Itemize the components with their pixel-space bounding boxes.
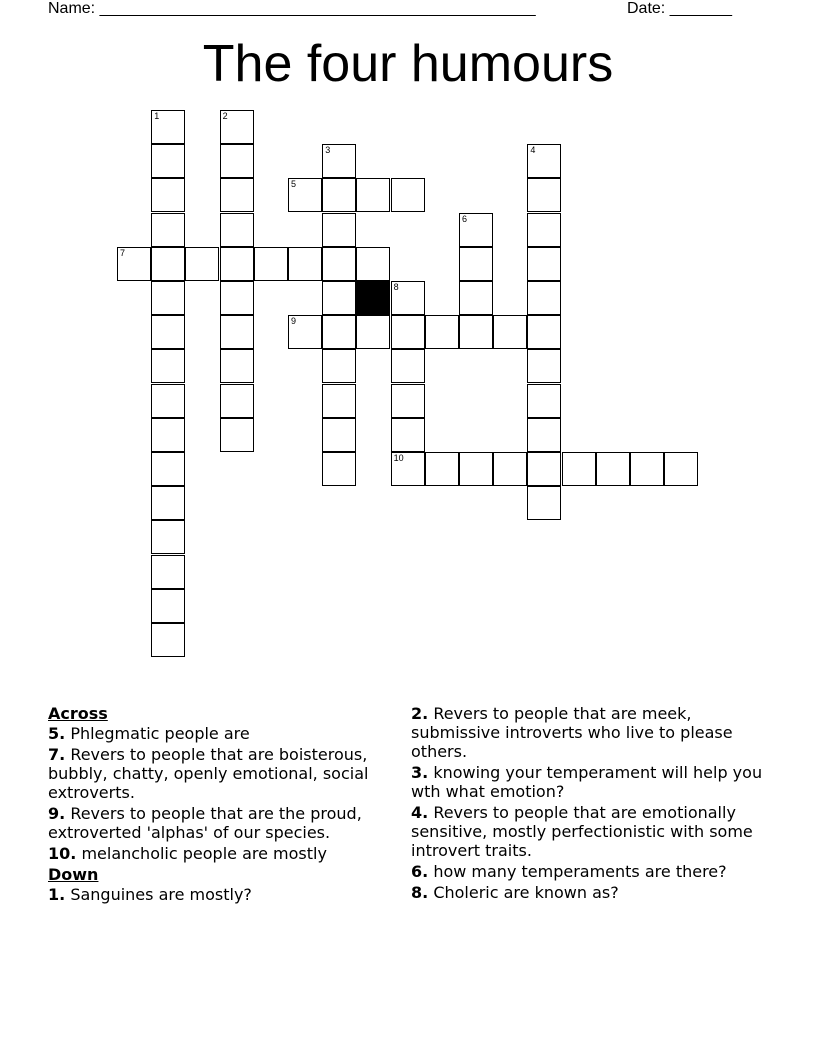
cell-number: 9 (291, 316, 297, 327)
grid-cell[interactable] (459, 315, 493, 349)
grid-cell[interactable] (151, 623, 185, 657)
grid-cell[interactable] (322, 144, 356, 178)
clue-number: 8. (411, 883, 429, 902)
page-title: The four humours (202, 35, 614, 93)
grid-cell[interactable] (117, 247, 151, 281)
grid-cell[interactable] (527, 349, 561, 383)
grid-cell[interactable] (459, 452, 493, 486)
grid-cell[interactable] (151, 315, 185, 349)
grid-cell[interactable] (151, 178, 185, 212)
grid-cell[interactable] (151, 589, 185, 623)
cell-number: 7 (120, 247, 126, 258)
grid-cell[interactable] (527, 418, 561, 452)
grid-cell[interactable] (356, 178, 390, 212)
clue-text: Revers to people that are the proud, extroverted 'alphas' of our species. (48, 804, 362, 842)
grid-cell[interactable] (288, 247, 322, 281)
clue-down-2 (411, 704, 781, 761)
grid-cell[interactable] (630, 452, 664, 486)
grid-cell[interactable] (185, 247, 219, 281)
grid-cell[interactable] (664, 452, 698, 486)
grid-cell[interactable] (151, 247, 185, 281)
clue-text: Phlegmatic people are (70, 724, 250, 743)
grid-cell[interactable] (391, 281, 425, 315)
grid-cell[interactable] (459, 281, 493, 315)
clue-across-7 (48, 745, 388, 802)
grid-cell[interactable] (288, 315, 322, 349)
grid-cell[interactable] (151, 349, 185, 383)
grid-cell[interactable] (151, 520, 185, 554)
clue-number: 9. (48, 804, 66, 823)
grid-cell[interactable] (391, 349, 425, 383)
clue-text: how many temperaments are there? (433, 862, 727, 881)
grid-cell[interactable] (391, 315, 425, 349)
grid-cell[interactable] (220, 349, 254, 383)
grid-cell[interactable] (322, 213, 356, 247)
grid-cell[interactable] (220, 247, 254, 281)
grid-cell[interactable] (356, 315, 390, 349)
grid-cell[interactable] (527, 281, 561, 315)
grid-cell[interactable] (151, 555, 185, 589)
grid-cell[interactable] (459, 213, 493, 247)
clue-down-4 (411, 803, 781, 860)
grid-cell[interactable] (527, 315, 561, 349)
grid-cell[interactable] (527, 384, 561, 418)
grid-cell[interactable] (322, 384, 356, 418)
grid-cell[interactable] (527, 486, 561, 520)
grid-cell[interactable] (322, 452, 356, 486)
clue-number: 10. (48, 844, 77, 863)
grid-cell[interactable] (391, 384, 425, 418)
grid-cell[interactable] (220, 418, 254, 452)
grid-cell[interactable] (527, 213, 561, 247)
down-heading: Down (48, 865, 99, 884)
grid-cell[interactable] (322, 315, 356, 349)
clue-across-10 (48, 844, 388, 863)
clue-number: 1. (48, 885, 66, 904)
grid-cell[interactable] (391, 178, 425, 212)
grid-cell[interactable] (596, 452, 630, 486)
cell-number: 4 (530, 145, 536, 156)
black-cell (356, 281, 390, 315)
clue-number: 5. (48, 724, 66, 743)
grid-cell[interactable] (356, 247, 390, 281)
grid-cell[interactable] (322, 349, 356, 383)
name-field-line[interactable]: Name: _________________________________________________ (48, 0, 536, 17)
clue-number: 4. (411, 803, 429, 822)
grid-cell[interactable] (425, 452, 459, 486)
grid-cell[interactable] (220, 110, 254, 144)
clue-text: Revers to people that are boisterous, bubbly, chatty, openly emotional, social extroverts. (48, 745, 369, 802)
clue-down-3 (411, 763, 781, 801)
clue-down-6 (411, 862, 781, 881)
grid-cell[interactable] (151, 213, 185, 247)
grid-cell[interactable] (220, 281, 254, 315)
clues-left-column (48, 704, 388, 906)
clue-down-8 (411, 883, 781, 902)
grid-cell[interactable] (151, 110, 185, 144)
cell-number: 3 (325, 145, 331, 156)
grid-cell[interactable] (459, 247, 493, 281)
clue-across-5 (48, 724, 388, 743)
grid-cell[interactable] (254, 247, 288, 281)
grid-cell[interactable] (391, 418, 425, 452)
cell-number: 5 (291, 179, 297, 190)
clue-down-1 (48, 885, 388, 904)
cell-number: 1 (154, 111, 160, 121)
cell-number: 6 (462, 213, 468, 224)
grid-cell[interactable] (220, 144, 254, 178)
grid-cell[interactable] (425, 315, 459, 349)
clue-text: Revers to people that are emotionally sensitive, mostly perfectionistic with some introvert traits. (411, 803, 753, 860)
clue-text: knowing your temperament will help you wth what emotion? (411, 763, 763, 801)
grid-cell[interactable] (493, 315, 527, 349)
across-heading: Across (48, 704, 108, 723)
clue-number: 2. (411, 704, 429, 723)
grid-cell[interactable] (220, 315, 254, 349)
grid-cell[interactable] (151, 418, 185, 452)
grid-cell[interactable] (151, 452, 185, 486)
clue-across-9 (48, 804, 388, 842)
grid-cell[interactable] (322, 418, 356, 452)
cell-number: 8 (393, 282, 399, 292)
clues-right-column (411, 704, 781, 904)
grid-cell[interactable] (151, 486, 185, 520)
grid-cell[interactable] (493, 452, 527, 486)
grid-cell[interactable] (151, 281, 185, 315)
grid-cell[interactable] (322, 281, 356, 315)
clue-text: Choleric are known as? (433, 883, 619, 902)
grid-cell[interactable] (151, 144, 185, 178)
cell-number: 10 (393, 453, 404, 463)
clue-number: 7. (48, 745, 66, 764)
grid-cell[interactable] (288, 178, 322, 212)
clue-number: 6. (411, 862, 429, 881)
grid-cell[interactable] (151, 384, 185, 418)
clue-text: Sanguines are mostly? (70, 885, 252, 904)
grid-cell[interactable] (220, 213, 254, 247)
grid-cell[interactable] (391, 452, 425, 486)
grid-cell[interactable] (527, 452, 561, 486)
grid-cell[interactable] (220, 384, 254, 418)
grid-cell[interactable] (322, 178, 356, 212)
grid-cell[interactable] (527, 144, 561, 178)
cell-number: 2 (222, 111, 228, 121)
grid-cell[interactable] (562, 452, 596, 486)
clue-number: 3. (411, 763, 429, 782)
grid-cell[interactable] (220, 178, 254, 212)
date-field-line[interactable]: Date: _______ (627, 0, 732, 17)
clue-text: melancholic people are mostly (81, 844, 327, 863)
grid-cell[interactable] (322, 247, 356, 281)
grid-cell[interactable] (527, 178, 561, 212)
clue-text: Revers to people that are meek, submissive introverts who live to please others. (411, 704, 733, 761)
grid-cell[interactable] (527, 247, 561, 281)
